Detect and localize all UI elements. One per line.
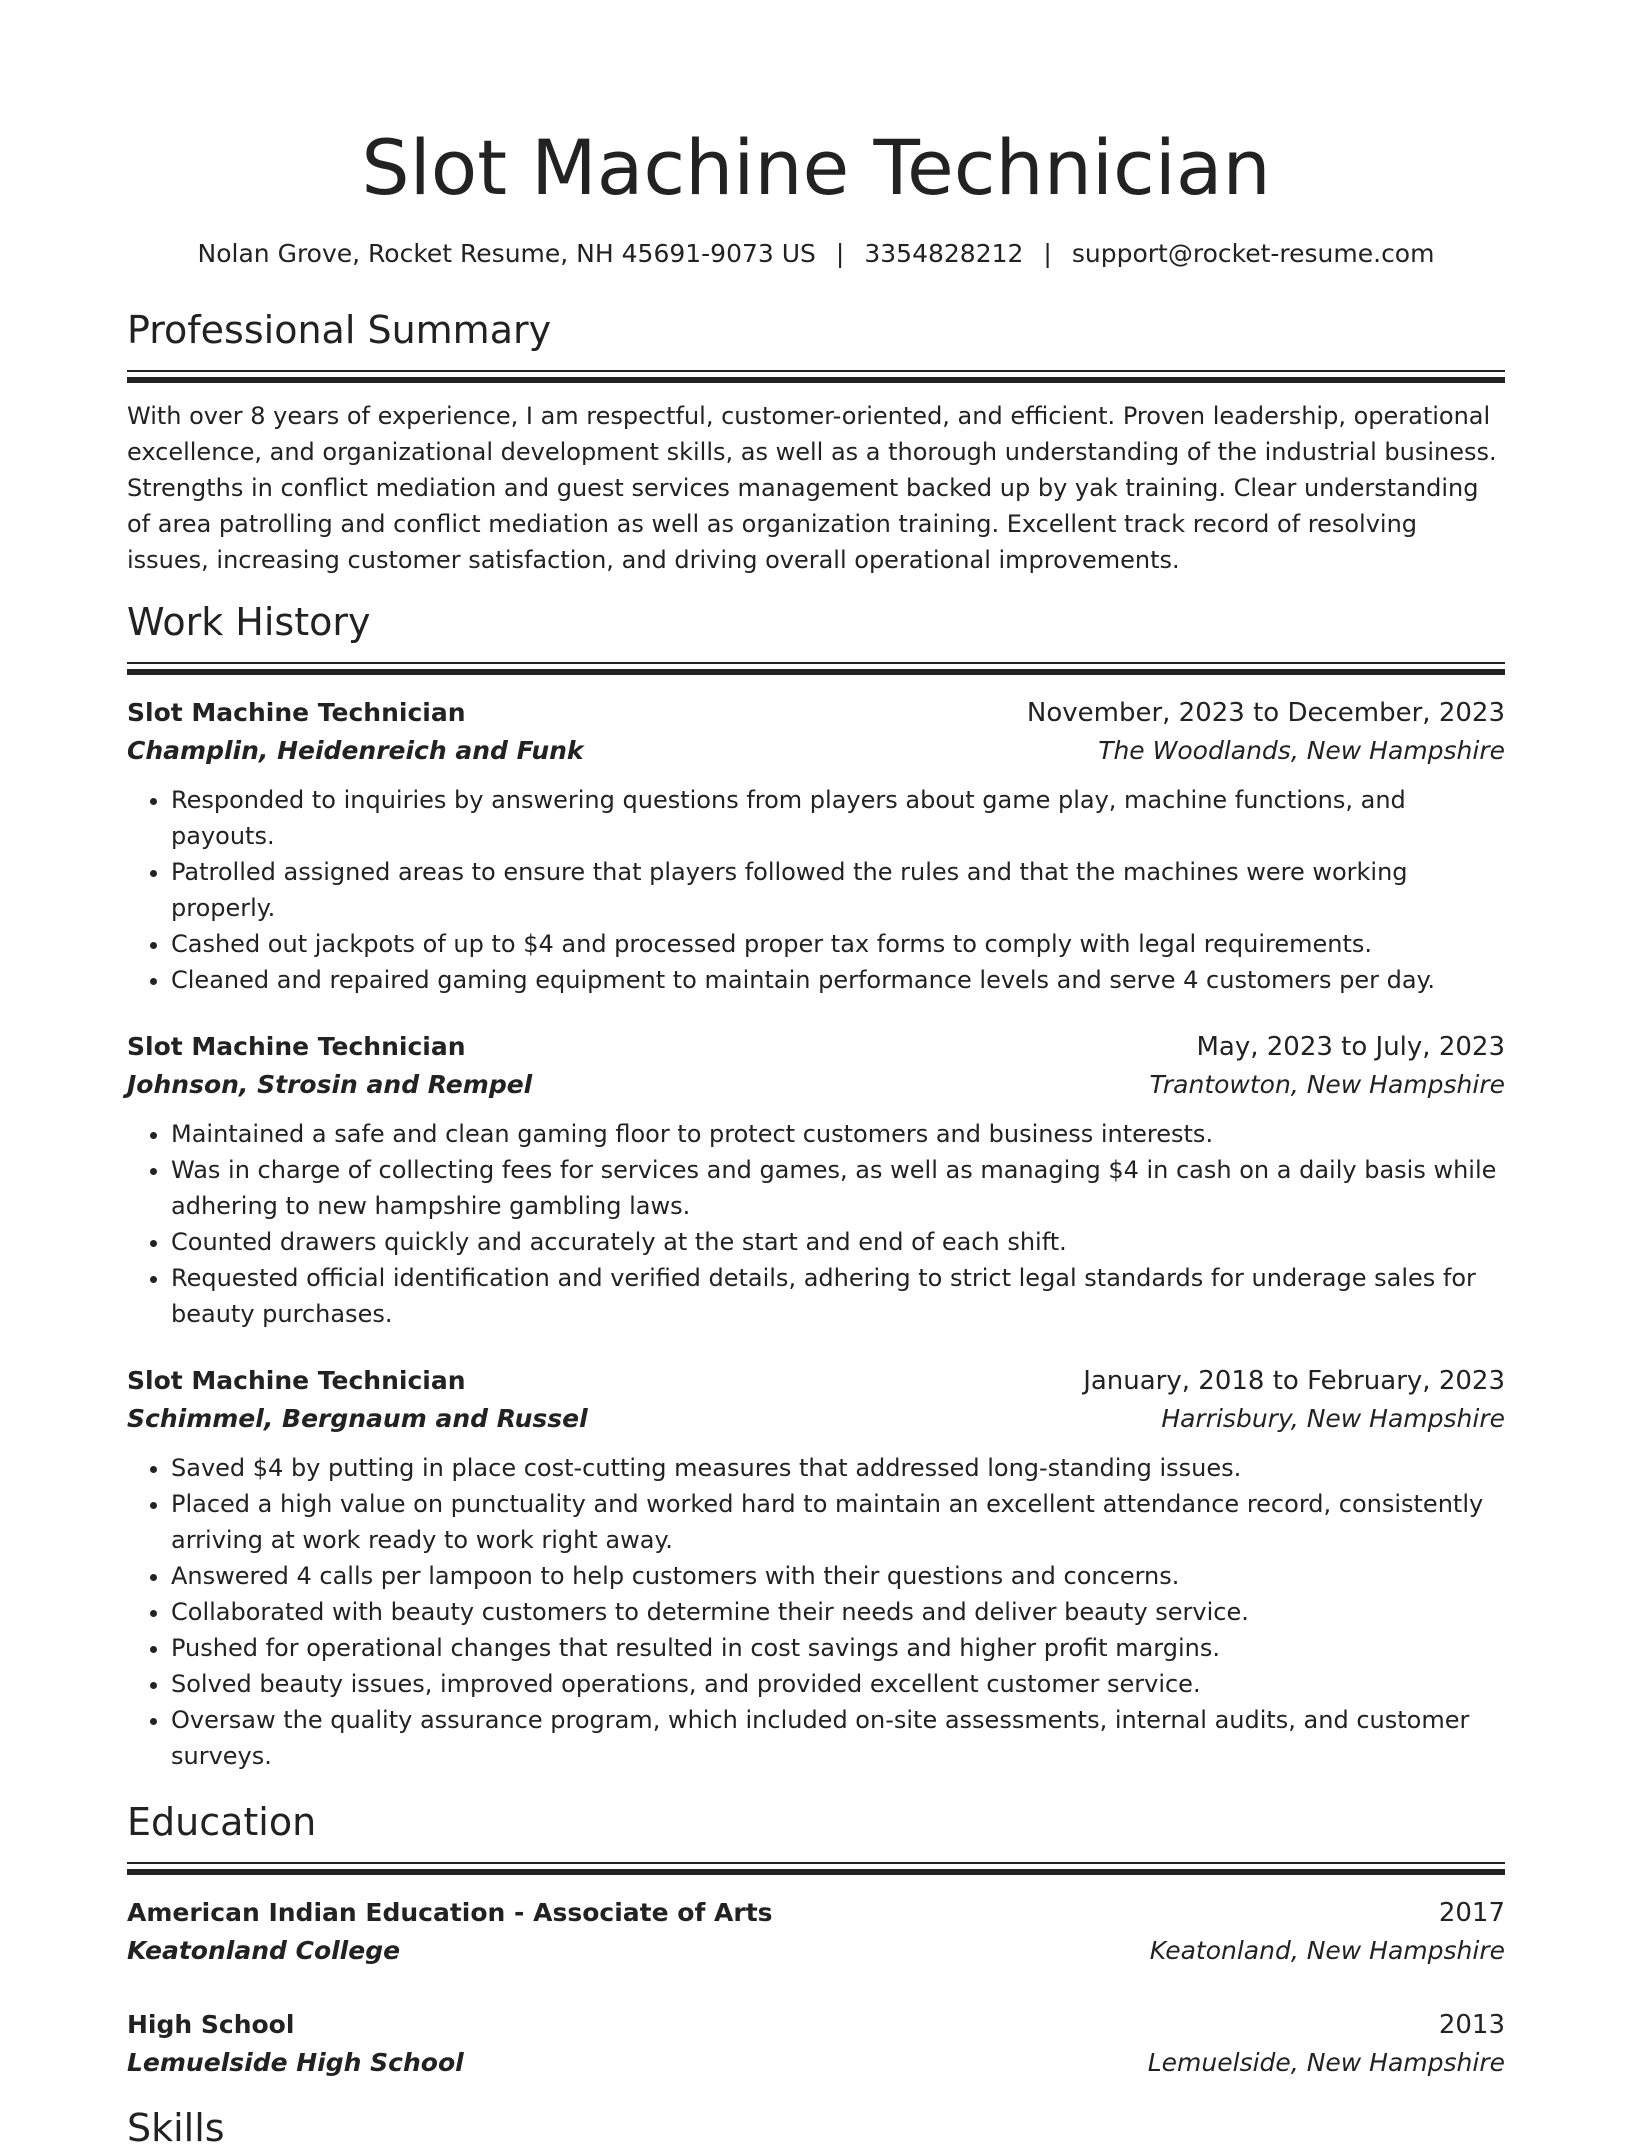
education-school: Keatonland College — [127, 1936, 401, 1965]
education-year: 2013 — [1438, 2010, 1505, 2040]
job-bullet: • Oversaw the quality assurance program, which included on-site assessments, internal audits, and customer surveys. — [171, 1702, 1505, 1774]
education-school-row — [127, 2044, 1505, 2082]
job-bullets — [127, 1116, 1505, 1332]
job-dates: November, 2023 to December, 2023 — [1026, 698, 1505, 728]
job-bullet: • Answered 4 calls per lampoon to help customers with their questions and concerns. — [171, 1558, 1505, 1594]
work-history-section — [127, 598, 1505, 1774]
resume-title: Slot Machine Technician — [361, 123, 1271, 212]
section-heading-work: Work History — [127, 600, 371, 644]
job-entry — [127, 1028, 1505, 1332]
job-bullet: • Requested official identification and verified details, adhering to strict legal standards for underage sales for beauty purchases. — [171, 1260, 1505, 1332]
education-header-row — [127, 1894, 1505, 1932]
job-bullet: • Placed a high value on punctuality and worked hard to maintain an excellent attendance record, consistently arriving at work ready to work right away. — [171, 1486, 1505, 1558]
job-company: Schimmel, Bergnaum and Russel — [127, 1404, 588, 1433]
job-role: Slot Machine Technician — [127, 1366, 466, 1395]
job-bullet: • Patrolled assigned areas to ensure that players followed the rules and that the machines were working properly. — [171, 854, 1505, 926]
job-bullet: • Cashed out jackpots of up to $4 and processed proper tax forms to comply with legal requirements. — [171, 926, 1505, 962]
job-company-row — [127, 1066, 1505, 1104]
contact-line — [127, 238, 1505, 270]
job-company-row — [127, 732, 1505, 770]
job-location: The Woodlands, New Hampshire — [1098, 736, 1505, 765]
job-header-row — [127, 694, 1505, 732]
job-bullet: • Maintained a safe and clean gaming floor to protect customers and business interests. — [171, 1116, 1505, 1152]
job-company: Johnson, Strosin and Rempel — [127, 1070, 533, 1099]
education-section — [127, 1798, 1505, 2082]
section-heading-education: Education — [127, 1800, 317, 1844]
job-bullet: • Collaborated with beauty customers to determine their needs and deliver beauty service. — [171, 1594, 1505, 1630]
job-dates: January, 2018 to February, 2023 — [1083, 1366, 1505, 1396]
job-entry — [127, 694, 1505, 998]
job-role: Slot Machine Technician — [127, 698, 466, 727]
summary-section — [127, 306, 1505, 578]
job-company: Champlin, Heidenreich and Funk — [127, 736, 584, 765]
contact-email: support@rocket-resume.com — [1071, 239, 1435, 268]
education-header-row — [127, 2006, 1505, 2044]
job-role: Slot Machine Technician — [127, 1032, 466, 1061]
job-bullet: • Pushed for operational changes that resulted in cost savings and higher profit margins. — [171, 1630, 1505, 1666]
section-heading-summary: Professional Summary — [127, 308, 552, 352]
section-divider — [127, 662, 1505, 674]
job-header-row — [127, 1362, 1505, 1400]
education-degree: High School — [127, 2010, 295, 2039]
education-location: Lemuelside, New Hampshire — [1147, 2048, 1505, 2077]
section-divider — [127, 370, 1505, 382]
job-bullet: • Cleaned and repaired gaming equipment to maintain performance levels and serve 4 customers per day. — [171, 962, 1505, 998]
job-entry — [127, 1362, 1505, 1774]
education-entry — [127, 2006, 1505, 2082]
summary-text: With over 8 years of experience, I am respectful, customer-oriented, and efficient. Proven leadership, operational excellence, and organizational development skills, as well as a thorough understanding of the industrial business. Strengths in conflict mediation and guest services management backed up by yak training. Clear understanding of area patrolling and conflict mediation as well as organization training. Excellent track record of resolving issues, increasing customer satisfaction, and driving overall operational improvements. — [127, 402, 1497, 574]
job-bullet: • Solved beauty issues, improved operations, and provided excellent customer service. — [171, 1666, 1505, 1702]
job-bullet: • Saved $4 by putting in place cost-cutting measures that addressed long-standing issues. — [171, 1450, 1505, 1486]
education-school: Lemuelside High School — [127, 2048, 464, 2077]
education-year: 2017 — [1438, 1898, 1505, 1928]
contact-separator: | — [835, 239, 845, 268]
job-bullet: • Responded to inquiries by answering questions from players about game play, machine functions, and payouts. — [171, 782, 1505, 854]
job-bullet: • Counted drawers quickly and accurately at the start and end of each shift. — [171, 1224, 1505, 1260]
job-location: Harrisbury, New Hampshire — [1161, 1404, 1505, 1433]
job-bullets — [127, 1450, 1505, 1774]
job-company-row — [127, 1400, 1505, 1438]
contact-address: Nolan Grove, Rocket Resume, NH 45691-9073 US — [197, 239, 816, 268]
education-location: Keatonland, New Hampshire — [1149, 1936, 1505, 1965]
contact-separator: | — [1043, 239, 1052, 268]
section-heading-skills: Skills — [127, 2106, 225, 2150]
skills-section — [127, 2104, 1505, 2152]
section-divider — [127, 1862, 1505, 1874]
education-degree: American Indian Education - Associate of Arts — [127, 1898, 773, 1927]
job-bullets — [127, 782, 1505, 998]
job-dates: May, 2023 to July, 2023 — [1196, 1032, 1505, 1062]
education-entry — [127, 1894, 1505, 1970]
contact-phone: 3354828212 — [864, 239, 1024, 268]
education-school-row — [127, 1932, 1505, 1970]
job-bullet: • Was in charge of collecting fees for services and games, as well as managing $4 in cash on a daily basis while adhering to new hampshire gambling laws. — [171, 1152, 1505, 1224]
job-header-row — [127, 1028, 1505, 1066]
job-location: Trantowton, New Hampshire — [1149, 1070, 1505, 1099]
